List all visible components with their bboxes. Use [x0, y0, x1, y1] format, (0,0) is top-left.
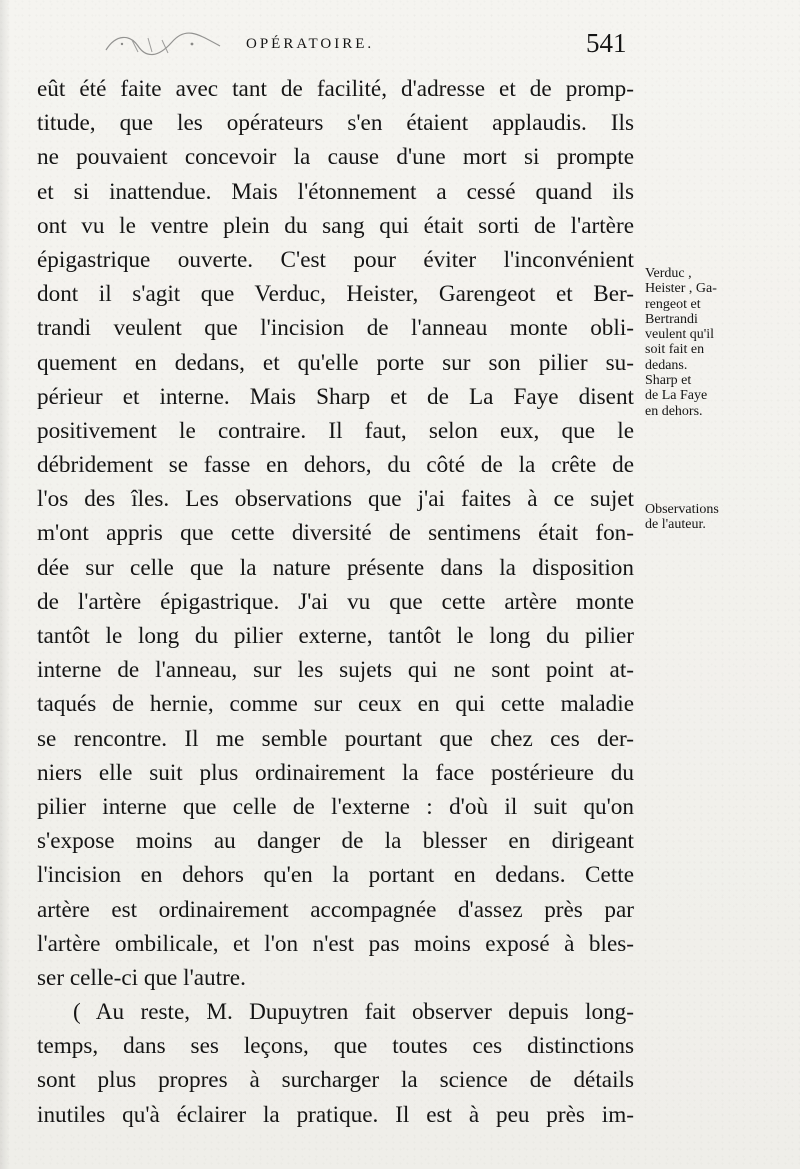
main-text-line: périeur et interne. Mais Sharp et de La Faye disent	[37, 383, 634, 410]
main-text-line: débridement se fasse en dehors, du côté de la crête de	[37, 452, 634, 479]
main-text-line: ont vu le ventre plein du sang qui était sorti de l'artère	[37, 212, 634, 239]
main-text-line: inutiles qu'à éclairer la pratique. Il est à peu près im-	[37, 1101, 634, 1128]
page-edge-shadow	[0, 0, 10, 1169]
margin-note-line: Bertrandi	[645, 311, 698, 327]
main-text-line: positivement le contraire. Il faut, selon eux, que le	[37, 417, 634, 444]
margin-note-line: rengeot et	[645, 296, 701, 312]
margin-note-line: Heister , Ga-	[645, 281, 717, 297]
page-header	[0, 28, 800, 68]
main-text-line: l'os des îles. Les observations que j'ai faites à ce sujet	[37, 486, 634, 513]
running-head-title: OPÉRATOIRE.	[246, 36, 375, 52]
margin-note-surgeons	[645, 266, 757, 419]
main-text-line: épigastrique ouverte. C'est pour éviter l'inconvénient	[37, 246, 634, 273]
page-number: 541	[586, 28, 627, 58]
margin-note-line: veulent qu'il	[645, 327, 715, 343]
margin-note-line: Observations	[645, 502, 719, 517]
main-text-line: s'expose moins au danger de la blesser en dirigeant	[37, 828, 634, 855]
main-text-line: ( Au reste, M. Dupuytren fait observer depuis long-	[73, 999, 634, 1026]
main-text-line: ne pouvaient concevoir la cause d'une mort si prompte	[37, 144, 634, 171]
main-text-line: dont il s'agit que Verduc, Heister, Garengeot et Ber-	[37, 281, 634, 308]
margin-note-line: Sharp et	[645, 373, 692, 389]
header-ornament-icon	[104, 32, 224, 60]
main-text-line: titude, que les opérateurs s'en étaient applaudis. Ils	[37, 110, 634, 137]
main-text-line: l'artère ombilicale, et l'on n'est pas moins exposé à bles-	[37, 930, 634, 957]
margin-note-line: de l'auteur.	[645, 517, 706, 533]
main-text-line: de l'artère épigastrique. J'ai vu que cette artère monte	[37, 588, 634, 615]
main-text-line: interne de l'anneau, sur les sujets qui ne sont point at-	[37, 657, 634, 684]
margin-note-line: soit fait en	[645, 342, 705, 358]
main-text-line: pilier interne que celle de l'externe : d'où il suit qu'on	[37, 793, 634, 820]
main-text-line: ser celle-ci que l'autre.	[37, 964, 246, 991]
main-text-line: temps, dans ses leçons, que toutes ces distinctions	[37, 1033, 634, 1060]
main-text-line: eût été faite avec tant de facilité, d'adresse et de promp-	[37, 76, 634, 102]
main-text-line: m'ont appris que cette diversité de sentimens était fon-	[37, 520, 634, 547]
main-text-line: trandi veulent que l'incision de l'anneau monte obli-	[37, 315, 634, 342]
margin-note-observations	[645, 502, 757, 533]
main-text-line: taqués de hernie, comme sur ceux en qui cette maladie	[37, 691, 634, 718]
main-text-line: et si inattendue. Mais l'étonnement a cessé quand ils	[37, 178, 634, 205]
main-text-line: artère est ordinairement accompagnée d'assez près par	[37, 896, 634, 923]
margin-note-line: en dehors.	[645, 403, 703, 419]
margin-note-line: de La Faye	[645, 388, 708, 404]
main-text-line: l'incision en dehors qu'en la portant en dedans. Cette	[37, 862, 634, 889]
main-text-line: sont plus propres à surcharger la science de détails	[37, 1067, 634, 1094]
main-text-line: tantôt le long du pilier externe, tantôt le long du pilier	[37, 623, 634, 649]
main-text-line: niers elle suit plus ordinairement la face postérieure du	[37, 759, 634, 786]
margin-note-line: dedans.	[645, 357, 688, 373]
main-text-line: se rencontre. Il me semble pourtant que chez ces der-	[37, 725, 634, 752]
main-text-block	[37, 72, 634, 1132]
main-text-line: quement en dedans, et qu'elle porte sur son pilier su-	[37, 349, 634, 376]
main-text-line: dée sur celle que la nature présente dans la disposition	[37, 554, 634, 581]
margin-note-line: Verduc ,	[645, 266, 692, 281]
